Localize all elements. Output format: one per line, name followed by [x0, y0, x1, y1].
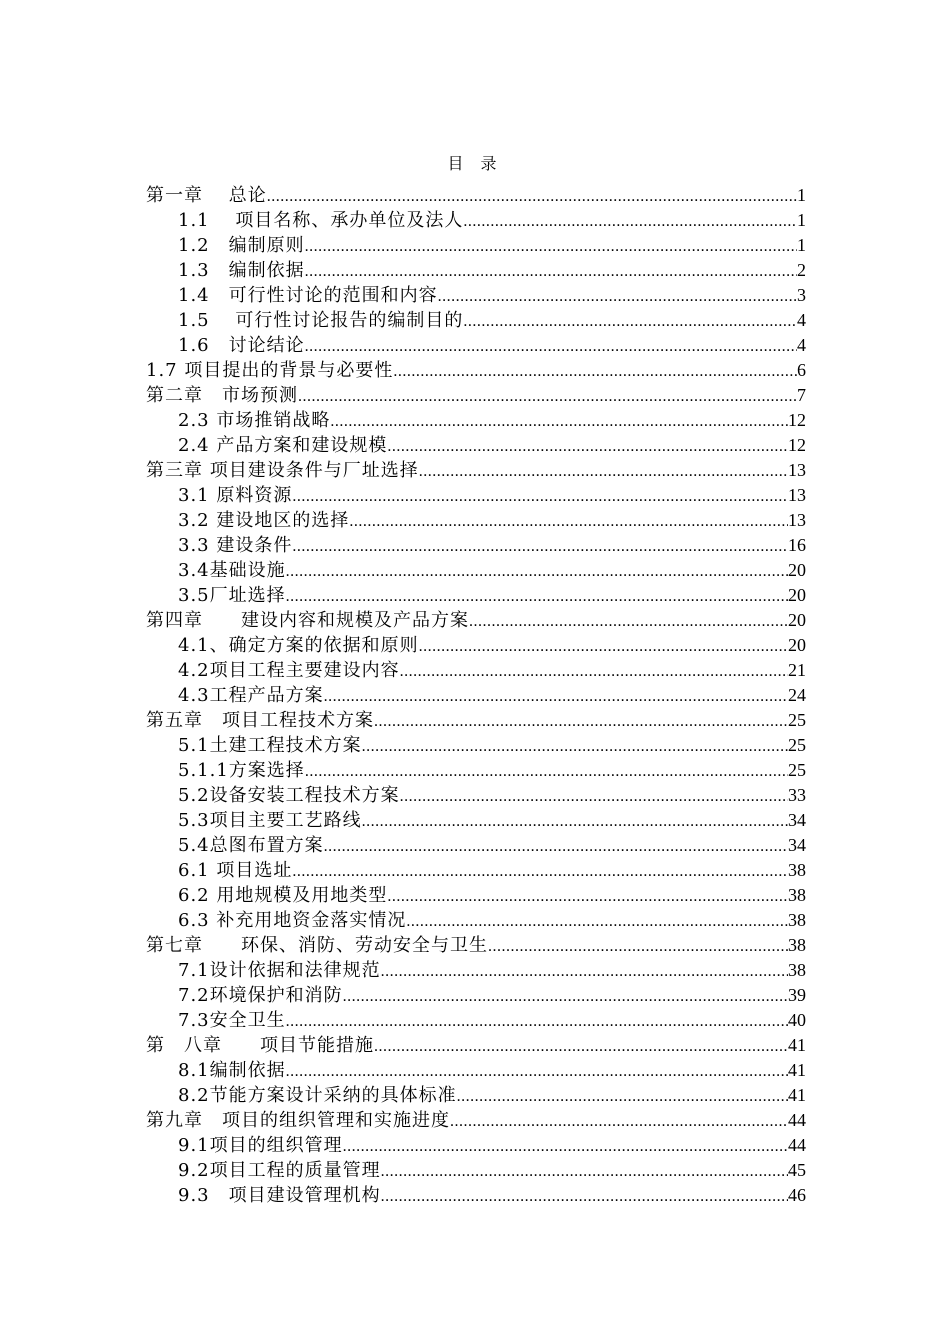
- toc-page-number: 41: [788, 1060, 806, 1080]
- toc-entry-label: 第三章 项目建设条件与厂址选择: [146, 460, 419, 481]
- toc-chapter-entry[interactable]: [146, 933, 806, 958]
- toc-entry-label: 7.1设计依据和法律规范: [178, 960, 381, 981]
- toc-section-entry[interactable]: [146, 533, 806, 558]
- toc-dot-leader: [457, 1084, 788, 1109]
- toc-section-entry[interactable]: [146, 308, 806, 333]
- toc-chapter-entry[interactable]: [146, 1033, 806, 1058]
- toc-dot-leader: [381, 1184, 788, 1209]
- toc-entry-label: 2.3 市场推销战略: [178, 410, 331, 431]
- toc-page-number: 25: [788, 760, 806, 780]
- toc-page-number: 20: [788, 635, 806, 655]
- toc-section-entry[interactable]: [146, 558, 806, 583]
- toc-dot-leader: [381, 959, 788, 984]
- toc-page-number: 44: [788, 1110, 806, 1130]
- toc-section-entry[interactable]: [146, 783, 806, 808]
- toc-entry-label: 1.6 讨论结论: [178, 335, 305, 356]
- toc-page-number: 13: [788, 510, 806, 530]
- toc-dot-leader: [286, 559, 788, 584]
- toc-entry-label: 4.3工程产品方案: [178, 685, 324, 706]
- toc-dot-leader: [387, 884, 788, 909]
- toc-page-number: 46: [788, 1185, 806, 1205]
- table-of-contents: [146, 183, 806, 1208]
- toc-chapter-entry[interactable]: [146, 708, 806, 733]
- toc-page-number: 38: [788, 935, 806, 955]
- toc-section-entry[interactable]: [146, 583, 806, 608]
- toc-page-number: 3: [797, 285, 806, 305]
- toc-page-number: 1: [797, 210, 806, 230]
- toc-dot-leader: [267, 184, 797, 209]
- toc-entry-label: 第一章 总论: [146, 185, 267, 206]
- toc-dot-leader: [305, 234, 797, 259]
- toc-dot-leader: [305, 759, 788, 784]
- toc-dot-leader: [393, 359, 797, 384]
- toc-entry-label: 3.5厂址选择: [178, 585, 286, 606]
- toc-entry-label: 3.4基础设施: [178, 560, 286, 581]
- toc-section-entry[interactable]: [146, 683, 806, 708]
- toc-entry-label: 1.3 编制依据: [178, 260, 305, 281]
- toc-dot-leader: [362, 809, 788, 834]
- toc-dot-leader: [292, 534, 788, 559]
- toc-entry-label: 9.1项目的组织管理: [178, 1135, 343, 1156]
- toc-page-number: 41: [788, 1085, 806, 1105]
- toc-page-number: 21: [788, 660, 806, 680]
- toc-page-number: 1: [797, 235, 806, 255]
- toc-section-entry[interactable]: [146, 258, 806, 283]
- toc-entry-label: 第二章 市场预测: [146, 385, 298, 406]
- toc-dot-leader: [362, 734, 788, 759]
- toc-entry-label: 8.1编制依据: [178, 1060, 286, 1081]
- toc-entry-label: 5.2设备安装工程技术方案: [178, 785, 400, 806]
- toc-section-entry[interactable]: [146, 733, 806, 758]
- toc-dot-leader: [374, 709, 788, 734]
- toc-page-number: 45: [788, 1160, 806, 1180]
- toc-section-entry[interactable]: [146, 1083, 806, 1108]
- toc-page-number: 20: [788, 610, 806, 630]
- toc-section-entry[interactable]: [146, 758, 806, 783]
- toc-chapter-entry[interactable]: [146, 608, 806, 633]
- toc-entry-label: 5.3项目主要工艺路线: [178, 810, 362, 831]
- toc-dot-leader: [406, 909, 788, 934]
- toc-entry-label: 7.3安全卫生: [178, 1010, 286, 1031]
- toc-dot-leader: [469, 609, 788, 634]
- toc-page-number: 38: [788, 960, 806, 980]
- toc-entry-label: 3.3 建设条件: [178, 535, 293, 556]
- toc-dot-leader: [330, 409, 788, 434]
- toc-page-number: 12: [788, 435, 806, 455]
- toc-title: 目 录: [447, 154, 503, 173]
- toc-dot-leader: [343, 1134, 788, 1159]
- toc-entry-label: 第七章 环保、消防、劳动安全与卫生: [146, 935, 488, 956]
- toc-chapter-entry[interactable]: [146, 383, 806, 408]
- toc-dot-leader: [286, 1059, 788, 1084]
- toc-dot-leader: [324, 834, 788, 859]
- toc-dot-leader: [374, 1034, 788, 1059]
- toc-dot-leader: [463, 209, 797, 234]
- toc-section-entry[interactable]: [146, 1008, 806, 1033]
- toc-dot-leader: [298, 384, 797, 409]
- toc-entry-label: 第五章 项目工程技术方案: [146, 710, 374, 731]
- toc-section-entry[interactable]: [146, 883, 806, 908]
- toc-dot-leader: [450, 1109, 788, 1134]
- toc-entry-label: 7.2环境保护和消防: [178, 985, 343, 1006]
- toc-entry-label: 3.1 原料资源: [178, 485, 293, 506]
- toc-entry-label: 2.4 产品方案和建设规模: [178, 435, 388, 456]
- toc-entry-label: 1.1 项目名称、承办单位及法人: [178, 210, 464, 231]
- toc-dot-leader: [400, 784, 788, 809]
- toc-page-number: 41: [788, 1035, 806, 1055]
- toc-dot-leader: [400, 659, 788, 684]
- toc-page-number: 38: [788, 910, 806, 930]
- toc-dot-leader: [419, 634, 788, 659]
- toc-entry-label: 3.2 建设地区的选择: [178, 510, 350, 531]
- toc-section-entry[interactable]: [146, 283, 806, 308]
- toc-section-entry[interactable]: [146, 1058, 806, 1083]
- toc-page-number: 4: [797, 335, 806, 355]
- toc-dot-leader: [381, 1159, 788, 1184]
- toc-entry-label: 第 八章 项目节能措施: [146, 1035, 374, 1056]
- toc-page-number: 7: [797, 385, 806, 405]
- toc-section-entry[interactable]: [146, 1158, 806, 1183]
- toc-page-number: 38: [788, 860, 806, 880]
- toc-entry-label: 9.3 项目建设管理机构: [178, 1185, 381, 1206]
- toc-entry-label: 第九章 项目的组织管理和实施进度: [146, 1110, 450, 1131]
- toc-section-entry[interactable]: [146, 633, 806, 658]
- toc-page-number: 25: [788, 710, 806, 730]
- toc-page-number: 20: [788, 585, 806, 605]
- toc-dot-leader: [488, 934, 788, 959]
- toc-entry-label: 6.3 补充用地资金落实情况: [178, 910, 407, 931]
- toc-dot-leader: [305, 259, 797, 284]
- toc-entry-label: 6.1 项目选址: [178, 860, 293, 881]
- toc-entry-label: 9.2项目工程的质量管理: [178, 1160, 381, 1181]
- toc-entry-label: 6.2 用地规模及用地类型: [178, 885, 388, 906]
- toc-entry-label: 1.7 项目提出的背景与必要性: [146, 360, 394, 381]
- toc-entry-label: 1.5 可行性讨论报告的编制目的: [178, 310, 464, 331]
- toc-section-entry[interactable]: [146, 483, 806, 508]
- toc-page-number: 6: [797, 360, 806, 380]
- toc-dot-leader: [286, 584, 788, 609]
- toc-entry-label: 5.1土建工程技术方案: [178, 735, 362, 756]
- toc-section-entry[interactable]: [146, 333, 806, 358]
- toc-section-entry[interactable]: [146, 508, 806, 533]
- toc-page-number: 12: [788, 410, 806, 430]
- toc-section-entry[interactable]: [146, 658, 806, 683]
- toc-page-number: 24: [788, 685, 806, 705]
- toc-entry-label: 8.2节能方案设计采纳的具体标准: [178, 1085, 457, 1106]
- toc-section-entry[interactable]: [146, 408, 806, 433]
- toc-page-number: 34: [788, 835, 806, 855]
- toc-page-number: 39: [788, 985, 806, 1005]
- toc-section-entry[interactable]: [146, 233, 806, 258]
- toc-dot-leader: [286, 1009, 788, 1034]
- toc-section-entry[interactable]: [146, 1183, 806, 1208]
- toc-entry-label: 4.2项目工程主要建设内容: [178, 660, 400, 681]
- toc-page-number: 13: [788, 460, 806, 480]
- toc-page-number: 44: [788, 1135, 806, 1155]
- toc-section-entry[interactable]: [146, 833, 806, 858]
- toc-section-entry[interactable]: [146, 983, 806, 1008]
- toc-dot-leader: [305, 334, 797, 359]
- toc-dot-leader: [438, 284, 797, 309]
- toc-section-entry[interactable]: [146, 433, 806, 458]
- toc-dot-leader: [387, 434, 788, 459]
- toc-page-number: 34: [788, 810, 806, 830]
- toc-entry-label: 5.4总图布置方案: [178, 835, 324, 856]
- toc-page-number: 4: [797, 310, 806, 330]
- toc-page-number: 40: [788, 1010, 806, 1030]
- toc-chapter-entry[interactable]: [146, 458, 806, 483]
- toc-chapter-entry[interactable]: [146, 1108, 806, 1133]
- toc-dot-leader: [292, 484, 788, 509]
- toc-page-number: 20: [788, 560, 806, 580]
- toc-section-entry[interactable]: [146, 808, 806, 833]
- toc-dot-leader: [463, 309, 797, 334]
- toc-dot-leader: [419, 459, 788, 484]
- toc-page-number: 16: [788, 535, 806, 555]
- toc-dot-leader: [343, 984, 788, 1009]
- toc-dot-leader: [292, 859, 788, 884]
- toc-page-number: 13: [788, 485, 806, 505]
- toc-chapter-entry[interactable]: [146, 183, 806, 208]
- toc-dot-leader: [349, 509, 788, 534]
- toc-entry-label: 4.1、确定方案的依据和原则: [178, 635, 419, 656]
- toc-page-number: 25: [788, 735, 806, 755]
- toc-dot-leader: [324, 684, 788, 709]
- toc-section-entry[interactable]: [146, 858, 806, 883]
- toc-entry-label: 第四章 建设内容和规模及产品方案: [146, 610, 469, 631]
- toc-section-entry[interactable]: [146, 1133, 806, 1158]
- toc-entry-label: 1.2 编制原则: [178, 235, 305, 256]
- toc-entry-label: 5.1.1方案选择: [178, 760, 305, 781]
- toc-page-number: 38: [788, 885, 806, 905]
- toc-page-number: 33: [788, 785, 806, 805]
- toc-section-entry[interactable]: [146, 908, 806, 933]
- toc-entry-label: 1.4 可行性讨论的范围和内容: [178, 285, 438, 306]
- toc-page-number: 2: [797, 260, 806, 280]
- toc-section-entry[interactable]: [146, 208, 806, 233]
- toc-section-entry[interactable]: [146, 958, 806, 983]
- toc-page-number: 1: [797, 185, 806, 205]
- toc-chapter-entry[interactable]: [146, 358, 806, 383]
